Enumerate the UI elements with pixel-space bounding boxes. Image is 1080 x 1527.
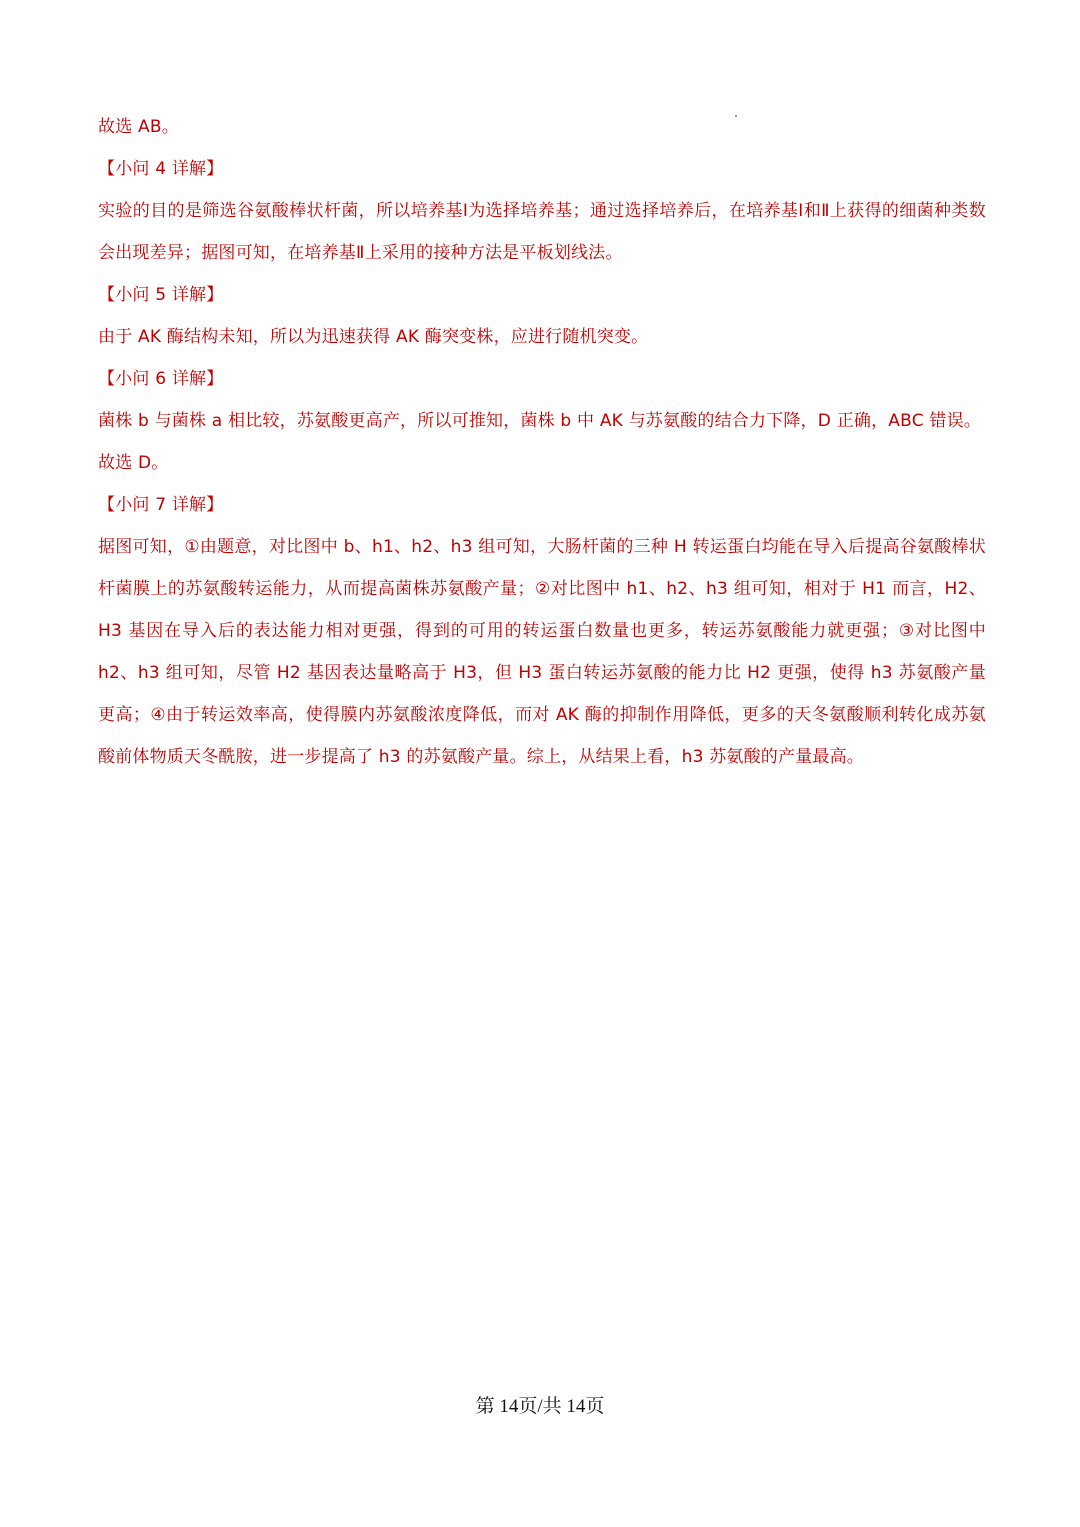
paragraph-q4-explanation: 实验的目的是筛选谷氨酸棒状杆菌，所以培养基Ⅰ为选择培养基；通过选择培养后，在培养基Ⅰ和Ⅱ上获得的细菌种类数会出现差异；据图可知，在培养基Ⅱ上采用的接种方法是平板划线法。	[98, 201, 986, 263]
paragraph-q6-explanation: 菌株 b 与菌株 a 相比较，苏氨酸更高产，所以可推知，菌株 b 中 AK 与苏氨酸的结合力下降，D 正确，ABC 错误。	[98, 411, 981, 431]
answer-line-d: 故选 D。	[98, 453, 169, 473]
paragraph-q5-explanation: 由于 AK 酶结构未知，所以为迅速获得 AK 酶突变株，应进行随机突变。	[98, 327, 649, 347]
section-heading-q6: 【小问 6 详解】	[98, 369, 224, 389]
answer-content	[98, 106, 986, 778]
answer-line-ab: 故选 AB。	[98, 117, 179, 137]
paragraph-q7-explanation: 据图可知，①由题意，对比图中 b、h1、h2、h3 组可知，大肠杆菌的三种 H 转运蛋白均能在导入后提高谷氨酸棒状杆菌膜上的苏氨酸转运能力，从而提高菌株苏氨酸产量；②对比图中 h1、h2、h3 组可知，相对于 H1 而言，H2、H3 基因在导入后的表达能力相对更强，得到的可用的转运蛋白数量也更多，转运苏氨酸能力就更强；③对比图中 h2、h3 组可知，尽管 H2 基因表达量略高于 H3，但 H3 蛋白转运苏氨酸的能力比 H2 更强，使得 h3 苏氨酸产量更高；④由于转运效率高，使得膜内苏氨酸浓度降低，而对 AK 酶的抑制作用降低，更多的天冬氨酸顺利转化成苏氨酸前体物质天冬酰胺，进一步提高了 h3 的苏氨酸产量。综上，从结果上看，h3 苏氨酸的产量最高。	[98, 537, 986, 767]
page-number-footer: 第 14页/共 14页	[475, 1396, 605, 1417]
section-heading-q4: 【小问 4 详解】	[98, 159, 224, 179]
section-heading-q7: 【小问 7 详解】	[98, 495, 224, 515]
section-heading-q5: 【小问 5 详解】	[98, 285, 224, 305]
